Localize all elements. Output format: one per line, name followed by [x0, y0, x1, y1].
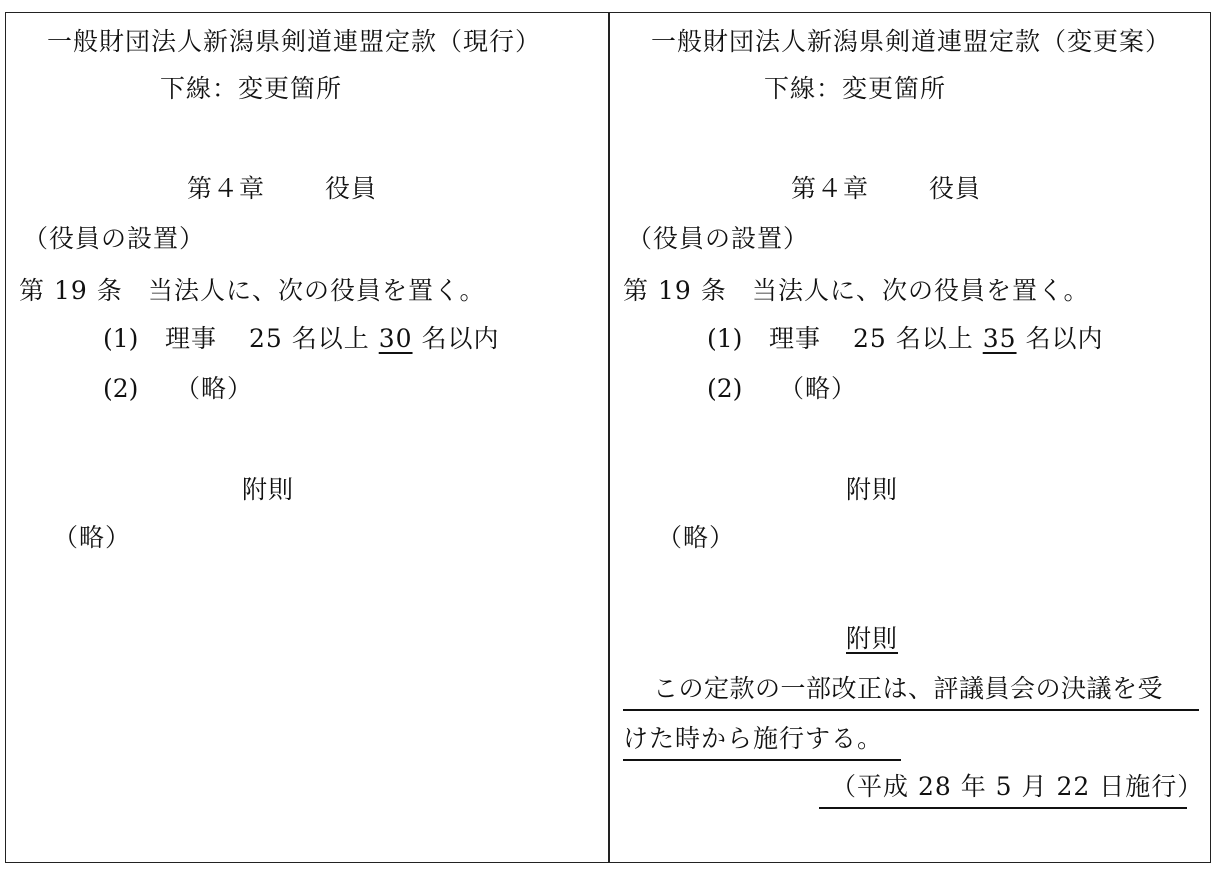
new-supplement-date-underline: [819, 807, 1187, 809]
new-supplement-date: （平成 28 年 5 月 22 日施行）: [831, 772, 1204, 801]
proposed-item1-pre: 25 名以上: [853, 324, 983, 353]
current-chapter-name: 役員: [325, 174, 378, 203]
proposed-note: 下線：変更箇所: [764, 74, 947, 103]
proposed-item1-no: (1): [707, 324, 743, 353]
current-item2-no: (2): [103, 374, 139, 403]
proposed-column: [609, 12, 1212, 863]
new-supplement-line1-underline: [623, 709, 1199, 711]
proposed-supplement-text: （略）: [657, 523, 736, 552]
current-changed-number: 30: [378, 324, 413, 353]
new-supplement-line2: けた時から施行する。: [623, 724, 884, 753]
current-supplement-heading: 附則: [242, 475, 295, 504]
current-supplement-text: （略）: [53, 523, 132, 552]
current-item1-label: 理事: [165, 324, 218, 353]
current-chapter-no: 第４章: [187, 174, 266, 203]
proposed-item2-text: （略）: [779, 374, 858, 403]
new-supplement-heading: 附則: [846, 624, 899, 653]
proposed-chapter-no: 第４章: [791, 174, 870, 203]
proposed-item1-post: 名以内: [1016, 324, 1104, 353]
proposed-item1-value: [853, 324, 1103, 354]
proposed-item1-label: 理事: [769, 324, 822, 353]
proposed-supplement-heading: 附則: [846, 475, 899, 504]
current-title: 一般財団法人新潟県剣道連盟定款（現行）: [47, 27, 542, 56]
proposed-article-no: 第 19 条: [623, 276, 727, 305]
proposed-item2-no: (2): [707, 374, 743, 403]
proposed-chapter-name: 役員: [929, 174, 982, 203]
current-section-heading: （役員の設置）: [23, 224, 206, 253]
current-item2-text: （略）: [175, 374, 254, 403]
current-item1-no: (1): [103, 324, 139, 353]
proposed-article-text: 当法人に、次の役員を置く。: [752, 276, 1090, 305]
new-supplement-line1: この定款の一部改正は、評議員会の決議を受: [653, 674, 1164, 703]
proposed-section-heading: （役員の設置）: [627, 224, 810, 253]
proposed-changed-number: 35: [982, 324, 1017, 353]
current-item1-pre: 25 名以上: [249, 324, 379, 353]
new-supplement-line2-underline: [623, 759, 901, 761]
current-item1-value: [249, 324, 499, 354]
current-note: 下線：変更箇所: [160, 74, 343, 103]
current-item1-post: 名以内: [412, 324, 500, 353]
current-article-text: 当法人に、次の役員を置く。: [148, 276, 486, 305]
current-column: [5, 12, 608, 863]
proposed-title: 一般財団法人新潟県剣道連盟定款（変更案）: [651, 27, 1172, 56]
current-article-no: 第 19 条: [19, 276, 123, 305]
